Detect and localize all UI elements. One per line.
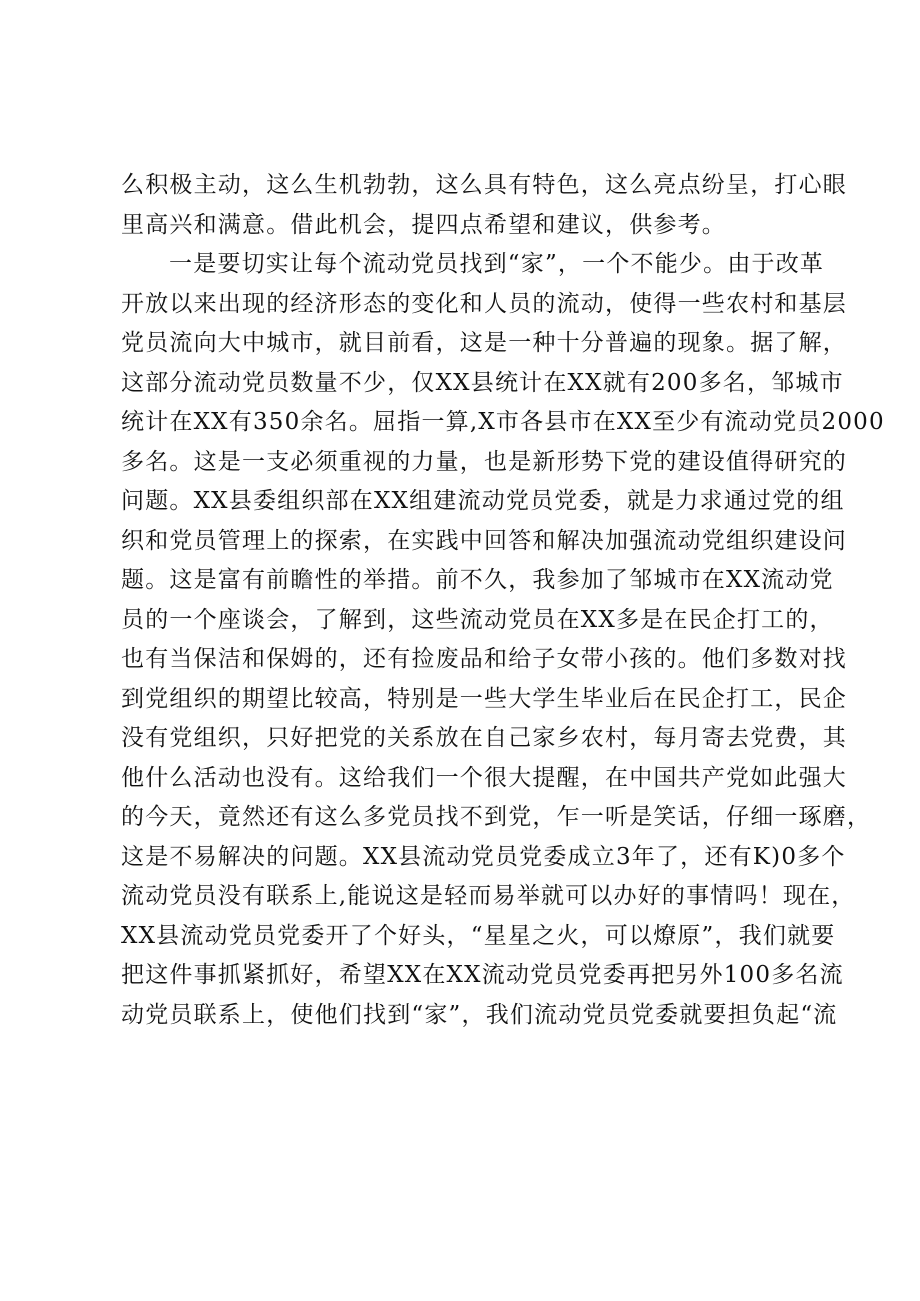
text-line: 问题。XX县委组织部在XX组建流动党员党委，就是力求通过党的组 (121, 488, 845, 514)
text-line: 党员流向大中城市，就目前看，这是一种十分普遍的现象。据了解， (121, 330, 847, 356)
text-line: 织和党员管理上的探索，在实践中回答和解决加强流动党组织建设问 (121, 527, 847, 554)
text-line: 题。这是富有前瞻性的举措。前不久，我参加了邹城市在XX流动党 (121, 567, 834, 593)
text-line: 一是要切实让每个流动党员找到“家”，一个不能少。由于改革 (169, 251, 825, 277)
paragraph-1 (121, 166, 847, 245)
text-line: 员的一个座谈会，了解到，这些流动党员在XX多是在民企打工的， (121, 606, 834, 633)
paragraph-2 (121, 245, 885, 1035)
text-line: 的今天，竟然还有这么多党员找不到党，乍一听是笑话，仔细一琢磨， (121, 804, 872, 830)
text-line: 到党组织的期望比较高，特别是一些大学生毕业后在民企打工，民企 (121, 685, 847, 712)
text-line: 这部分流动党员数量不少，仅XX县统计在XX就有200多名，邹城市 (121, 369, 844, 396)
text-line: 也有当保洁和保姆的，还有捡废品和给子女带小孩的。他们多数对找 (121, 646, 847, 672)
text-line: 开放以来出现的经济形态的变化和人员的流动，使得一些农村和基层 (121, 290, 847, 317)
text-line: 没有党组织，只好把党的关系放在自己家乡农村，每月寄去党费，其 (121, 725, 847, 751)
text-line: 么积极主动，这么生机勃勃，这么具有特色，这么亮点纷呈，打心眼 (121, 172, 847, 198)
text-line: 他什么活动也没有。这给我们一个很大提醒，在中国共产党如此强大 (121, 764, 847, 791)
text-line: 多名。这是一支必须重视的力量，也是新形势下党的建设值得研究的 (121, 448, 847, 475)
text-line: 这是不易解决的问题。XX县流动党员党委成立3年了，还有K)0多个 (121, 843, 846, 870)
text-line: 流动党员没有联系上,能说这是轻而易举就可以办好的事情吗！现在， (121, 883, 856, 909)
text-line: 里高兴和满意。借此机会，提四点希望和建议，供参考。 (121, 211, 726, 238)
text-line: 统计在XX有350余名。屈指一算,X市各县市在XX至少有流动党员2000 (121, 409, 885, 435)
body-text (121, 166, 885, 1035)
text-line: 动党员联系上，使他们找到“家”，我们流动党员党委就要担负起“流 (121, 1001, 838, 1028)
text-line: 把这件事抓紧抓好，希望XX在XX流动党员党委再把另外100多名流 (121, 962, 844, 988)
text-line: XX县流动党员党委开了个好头，“星星之火，可以燎原”，我们就要 (121, 922, 836, 949)
